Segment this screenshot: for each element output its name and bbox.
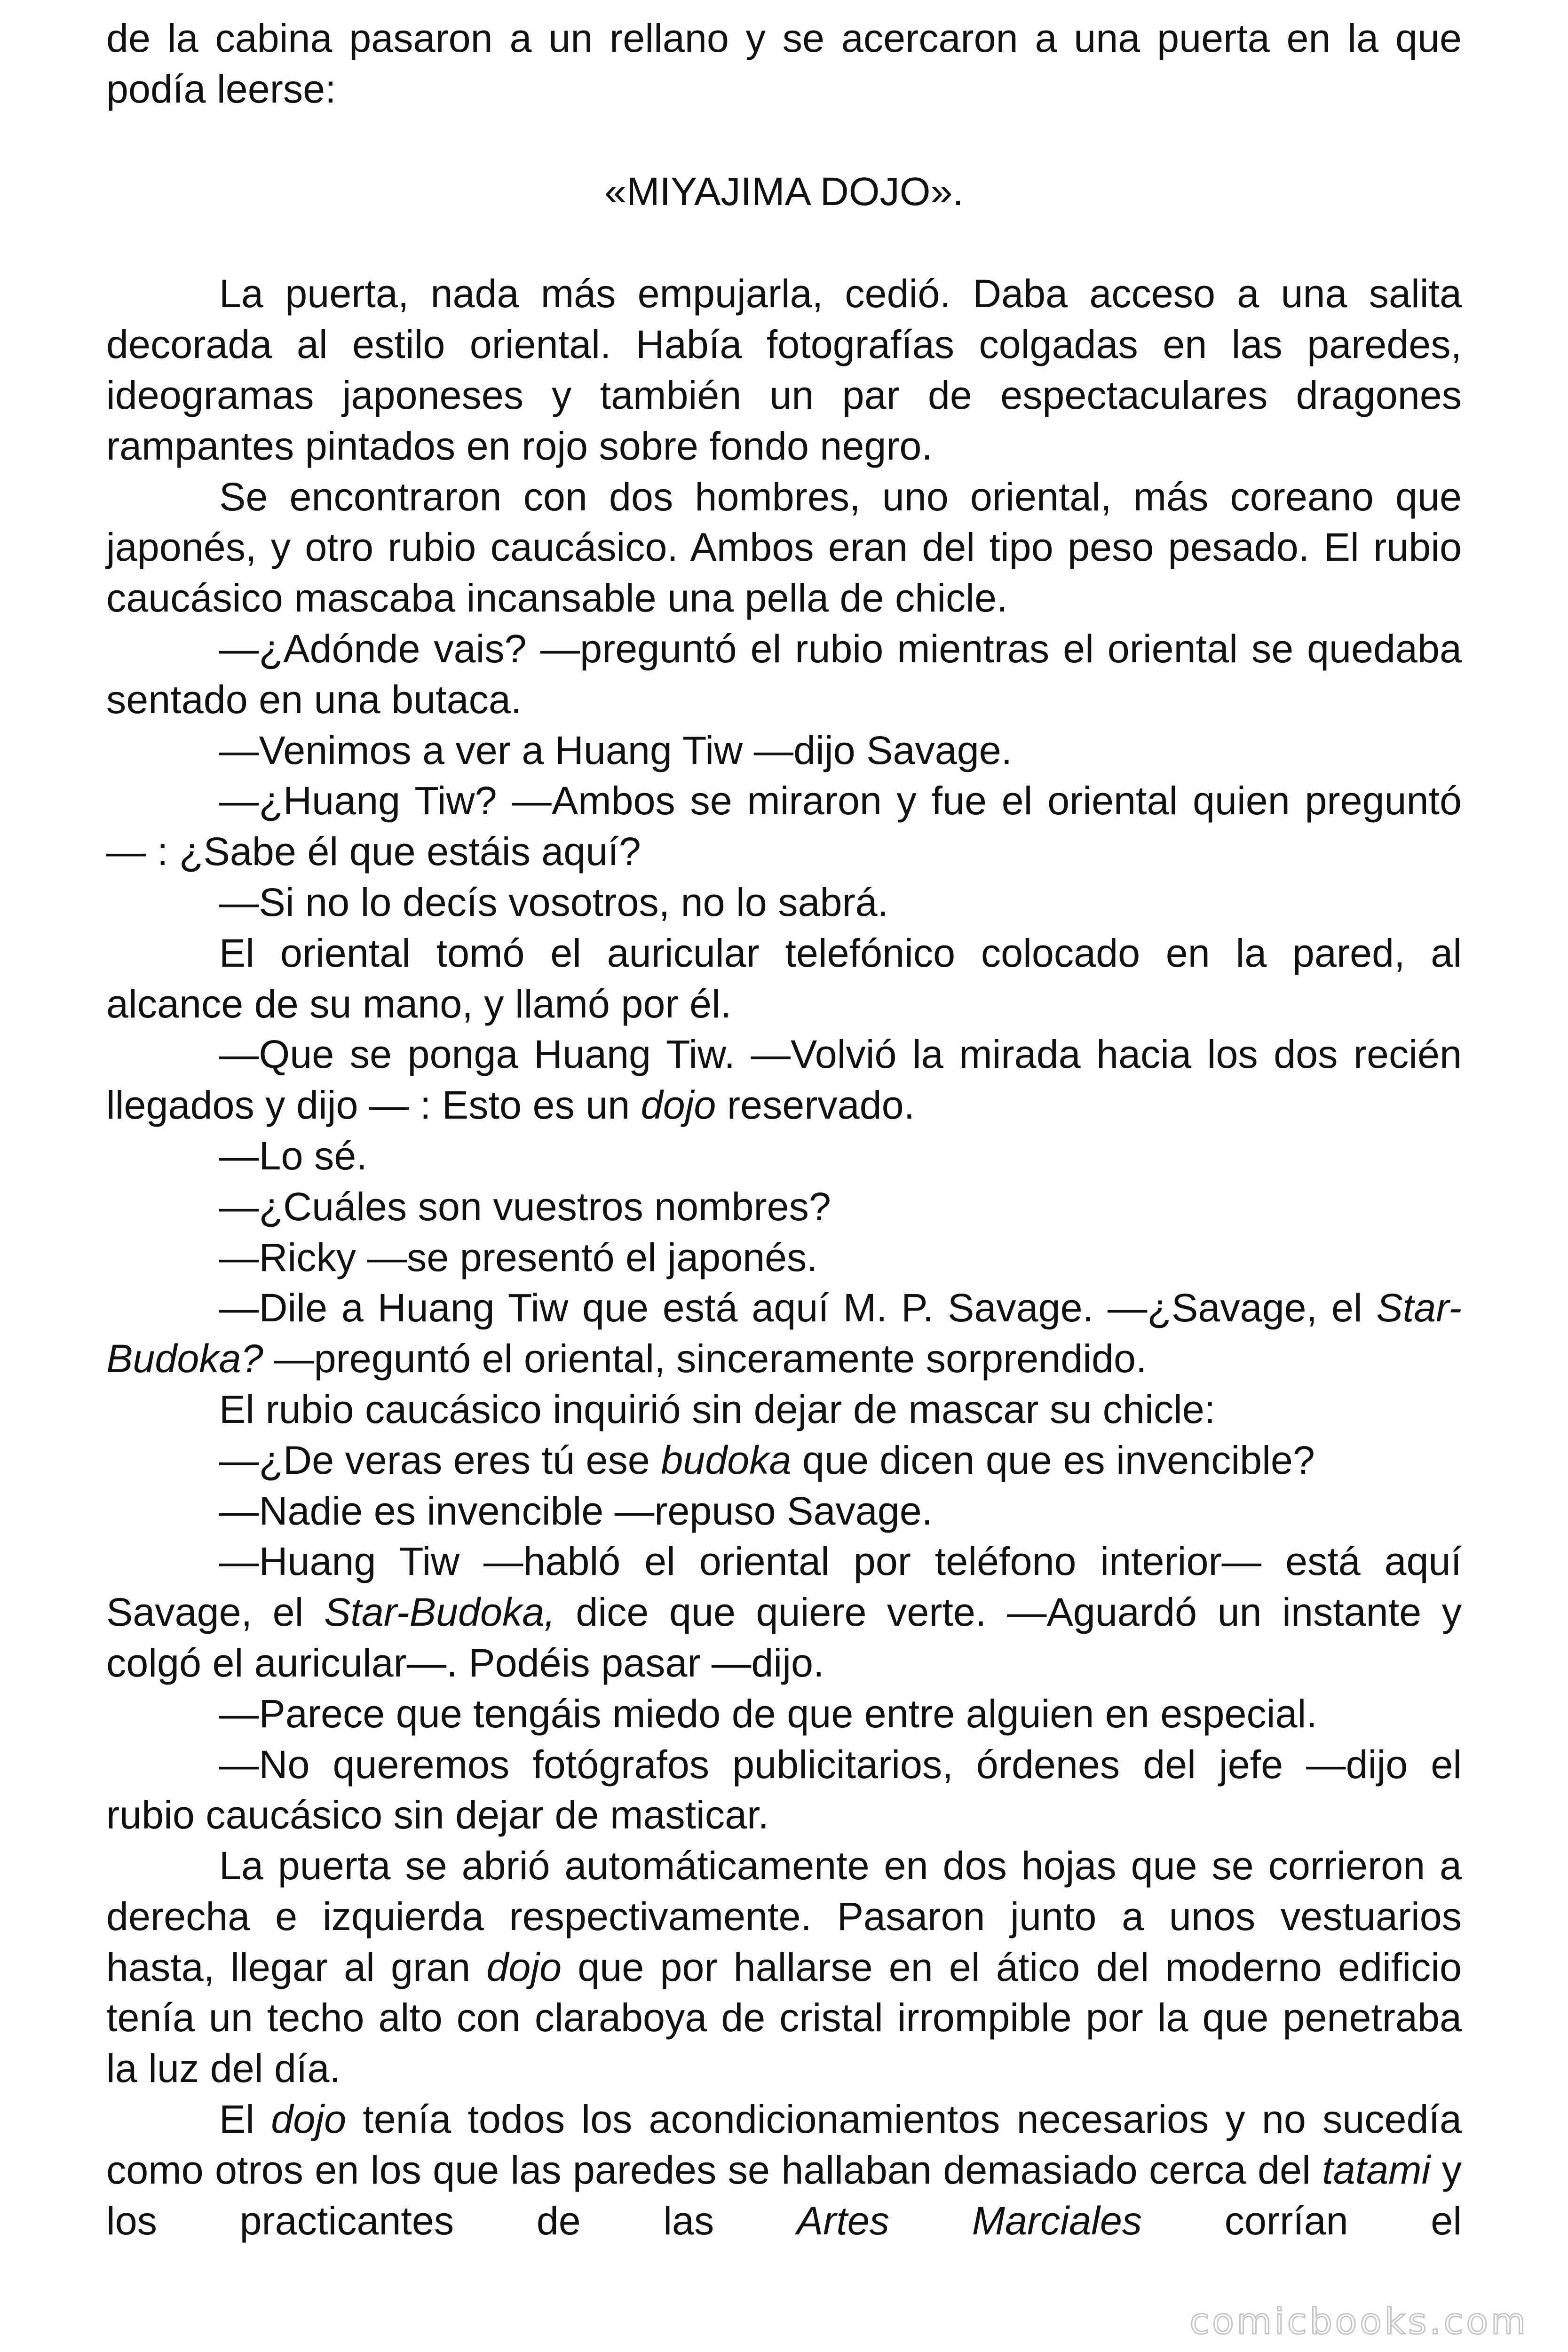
- text-run: —Venimos a ver a Huang Tiw —dijo Savage.: [219, 728, 1013, 772]
- text-run: dice que quiere verte. —Aguardó un instante y colgó el auricular—. Podéis pasar —dijo.: [106, 1590, 1462, 1685]
- italic-text: dojo: [271, 2097, 347, 2142]
- text-run: y los practicantes de las: [106, 2147, 1462, 2243]
- text-run: reservado.: [716, 1083, 915, 1128]
- paragraph: [106, 13, 1462, 115]
- text-run: —No queremos fotógrafos publicitarios, órdenes del jefe —dijo el rubio caucásico sin dejar de masticar.: [106, 1742, 1462, 1837]
- paragraph: [106, 1536, 1462, 1688]
- italic-text: Star-Budoka,: [324, 1590, 555, 1635]
- paragraph: [106, 1740, 1462, 1841]
- text-run: —Dile a Huang Tiw que está aquí M. P. Savage. —¿Savage, el: [219, 1286, 1377, 1330]
- italic-text: tatami: [1322, 2147, 1431, 2192]
- paragraph: [106, 1384, 1462, 1435]
- text-run: —Ricky —se presentó el japonés.: [219, 1235, 818, 1279]
- section-title: [106, 167, 1462, 217]
- text-run: —Si no lo decís vosotros, no lo sabrá.: [219, 880, 889, 924]
- italic-text: dojo: [641, 1083, 716, 1128]
- paragraph: [106, 1131, 1462, 1182]
- paragraph: [106, 472, 1462, 624]
- text-run: —Que se ponga Huang Tiw. —Volvió la mirada hacia los dos recién llegados y dijo — : Esto es un: [106, 1032, 1462, 1128]
- text-run: —Parece que tengáis miedo de que entre alguien en especial.: [219, 1691, 1317, 1736]
- text-run: La puerta se abrió automáticamente en dos hojas que se corrieron a derecha e izquierda respectivamente. Pasaron junto a unos vestuarios hasta, llegar al gran: [106, 1843, 1462, 1989]
- text-run: —¿Huang Tiw? —Ambos se miraron y fue el oriental quien preguntó — : ¿Sabe él que estáis aquí?: [106, 779, 1462, 874]
- text-run: Se encontraron con dos hombres, uno oriental, más coreano que japonés, y otro rubio caucásico. Ambos eran del tipo peso pesado. El rubio caucásico mascaba incansable una pella de chicle.: [106, 474, 1462, 620]
- text-run: —¿Cuáles son vuestros nombres?: [219, 1184, 831, 1229]
- text-run: de la cabina pasaron a un rellano y se acercaron a una puerta en la que podía leerse:: [106, 16, 1462, 111]
- paragraph: [106, 1841, 1462, 2094]
- paragraph: [106, 1435, 1462, 1486]
- text-run: —¿Adónde vais? —preguntó el rubio mientras el oriental se quedaba sentado en una butaca.: [106, 626, 1462, 722]
- text-run: —Huang Tiw —habló el oriental por teléfono interior— está aquí Savage, el: [106, 1539, 1462, 1635]
- paragraph: [106, 776, 1462, 877]
- paragraph: [106, 1689, 1462, 1740]
- italic-text: budoka: [661, 1438, 792, 1482]
- text-run: —preguntó el oriental, sinceramente sorprendido.: [263, 1336, 1147, 1381]
- italic-text: Artes Marciales: [796, 2198, 1142, 2243]
- book-page: [106, 13, 1462, 2246]
- text-run: que dicen que es invencible?: [791, 1438, 1315, 1482]
- paragraph: [106, 725, 1462, 776]
- text-run: —¿De veras eres tú ese: [219, 1438, 661, 1482]
- paragraph: [106, 877, 1462, 928]
- paragraph: [106, 624, 1462, 725]
- text-run: que por hallarse en el ático del moderno edificio tenía un techo alto con claraboya de cristal irrompible por la que penetraba la luz del día.: [106, 1945, 1462, 2091]
- text-run: El rubio caucásico inquirió sin dejar de mascar su chicle:: [219, 1387, 1216, 1431]
- paragraph: [106, 1283, 1462, 1384]
- text-run: —Nadie es invencible —repuso Savage.: [219, 1488, 933, 1533]
- text-run: —Lo sé.: [219, 1133, 367, 1178]
- paragraph: [106, 269, 1462, 471]
- text-run: La puerta, nada más empujarla, cedió. Daba acceso a una salita decorada al estilo oriental. Había fotografías colgadas en las paredes, ideogramas japoneses y también un par de espectaculares dragones rampantes pintados en rojo sobre fondo negro.: [106, 271, 1462, 468]
- text-run: El: [219, 2097, 271, 2142]
- paragraph: [106, 1182, 1462, 1232]
- text-run: «MIYAJIMA DOJO».: [604, 169, 964, 214]
- paragraph: [106, 1029, 1462, 1131]
- italic-text: dojo: [486, 1945, 562, 1989]
- text-run: corrían el: [1142, 2198, 1462, 2243]
- text-run: tenía todos los acondicionamientos necesarios y no sucedía como otros en los que las paredes se hallaban demasiado cerca del: [106, 2097, 1462, 2192]
- italic-text: Star-Budoka?: [106, 1286, 1462, 1381]
- paragraph: [106, 1486, 1462, 1537]
- watermark-logo: comicbooks.com: [1189, 2300, 1528, 2342]
- paragraph: [106, 2094, 1462, 2246]
- paragraph: [106, 1232, 1462, 1283]
- paragraph: [106, 928, 1462, 1030]
- text-run: El oriental tomó el auricular telefónico colocado en la pared, al alcance de su mano, y llamó por él.: [106, 930, 1462, 1026]
